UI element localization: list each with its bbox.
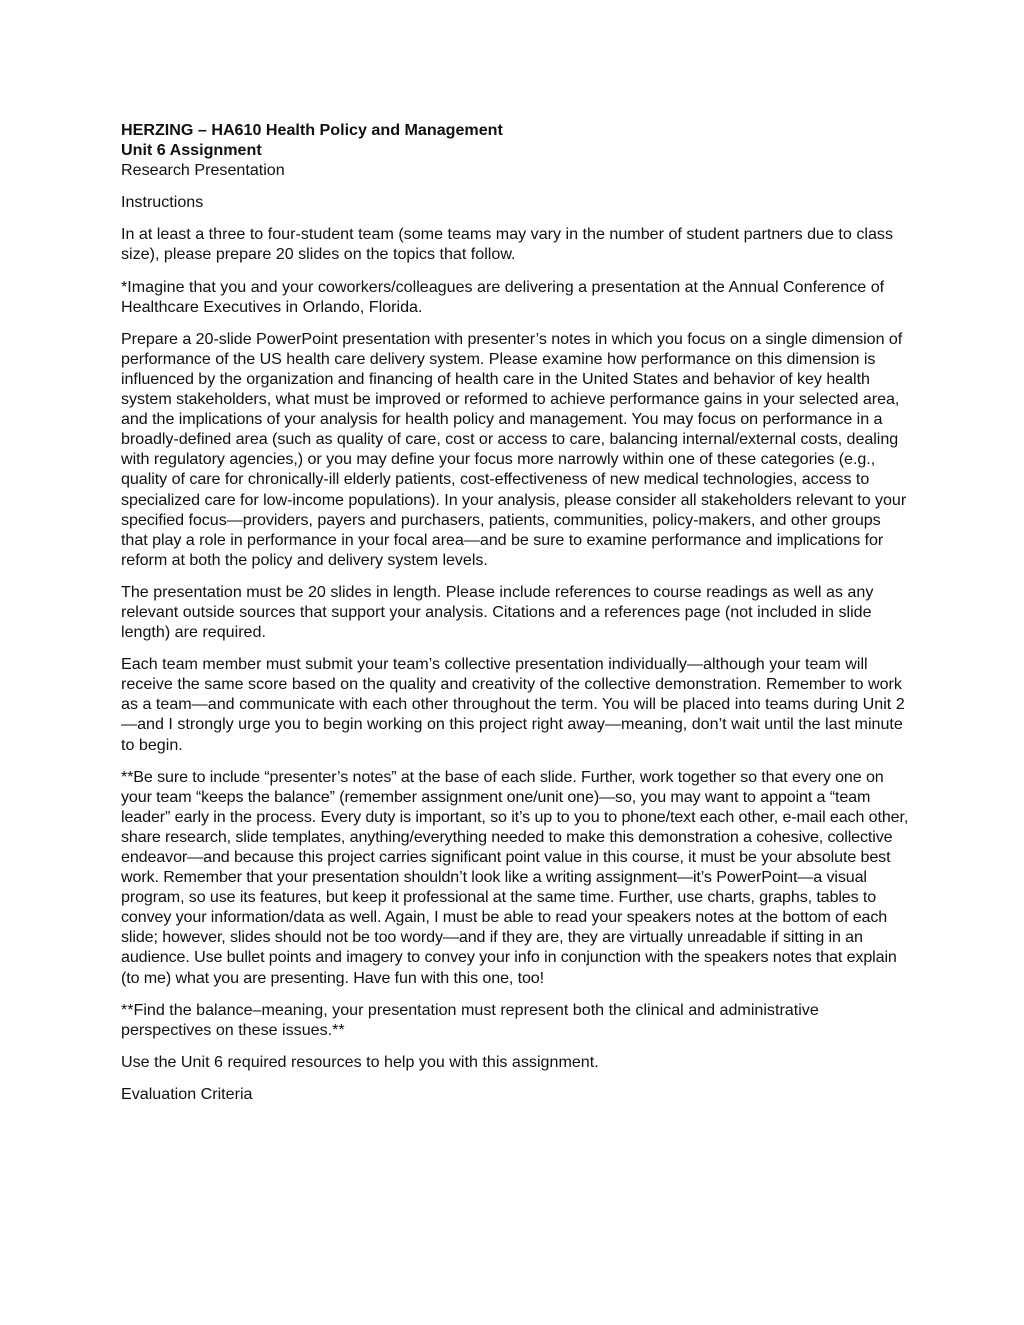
paragraph-team-member: Each team member must submit your team’s collective presentation individually—although your team will receive the same score based on the quality and creativity of the collective demonstration. Remember to work as a team—and communicate with each other throughout the term. You will be placed into teams during Unit 2—and I strongly urge you to begin working on this project right away—meaning, don’t wait until the last minute to begin. — [121, 655, 905, 754]
paragraph-prepare: Prepare a 20-slide PowerPoint presentation with presenter’s notes in which you focus on a single dimension of performance of the US health care delivery system. Please examine how performance on this dimension is influenced by the organization and financing of health care in the United States and behavior of key health system stakeholders, what must be improved or reformed to achieve performance gains in your selected area, and the implications of your analysis for health policy and management. You may focus on performance in a broadly-defined area (such as quality of care, cost or access to care, balancing internal/external costs, dealing with regulatory agencies,) or you may define your focus more narrowly within one of these categories (e.g., quality of care for chronically-ill elderly patients, cost-effectiveness of new medical technologies, access to specialized care for low-income populations). In your analysis, please consider all stakeholders relevant to your specified focus—providers, payers and purchasers, patients, communities, policy-makers, and other groups that play a role in performance in your focal area—and be sure to examine performance and implications for reform at both the policy and delivery system levels. — [121, 329, 907, 569]
unit-title: Unit 6 Assignment — [121, 141, 262, 160]
paragraph-length: The presentation must be 20 slides in length. Please include references to course readings as well as any relevant outside sources that support your analysis. Citations and a references page (not included in slide length) are required. — [121, 582, 874, 642]
paragraph-imagine: *Imagine that you and your coworkers/colleagues are delivering a presentation at the Annual Conference of Healthcare Executives in Orlando, Florida. — [121, 277, 885, 316]
paragraph-balance: **Find the balance–meaning, your presentation must represent both the clinical and administrative perspectives on these issues.** — [121, 1000, 819, 1039]
course-title: HERZING – HA610 Health Policy and Management — [121, 121, 503, 139]
paragraph-resources: Use the Unit 6 required resources to help you with this assignment. — [121, 1052, 599, 1071]
evaluation-criteria-heading: Evaluation Criteria — [121, 1084, 253, 1103]
paragraph-presenter-notes: **Be sure to include “presenter’s notes” at the base of each slide. Further, work together so that every one on your team “keeps the balance” (remember assignment one/unit one)—so, you may want to appoint a “team leader” early in the process. Every duty is important, so it’s up to you to phone/text each other, e-mail each other, share research, slide templates, anything/everything needed to make this demonstration a cohesive, collective endeavor—and because this project carries significant point value in this course, it must be your absolute best work. Remember that your presentation shouldn’t look like a writing assignment—it’s PowerPoint—a visual program, so use its features, but keep it professional at the same time. Further, use charts, graphs, tables to convey your information/data as well. Again, I must be able to read your speakers notes at the bottom of each slide; however, slides should not be too wordy—and if they are, they are virtually unreadable if sitting in an audience. Use bullet points and imagery to convey your info in conjunction with the speakers notes that explain (to me) what you are presenting. Have fun with this one, too! — [121, 767, 909, 987]
instructions-heading: Instructions — [121, 193, 204, 212]
assignment-subtitle: Research Presentation — [121, 161, 285, 180]
document-page — [121, 120, 911, 1104]
paragraph-team-size: In at least a three to four-student team (some teams may vary in the number of student partners due to class size), please prepare 20 slides on the topics that follow. — [121, 225, 893, 264]
